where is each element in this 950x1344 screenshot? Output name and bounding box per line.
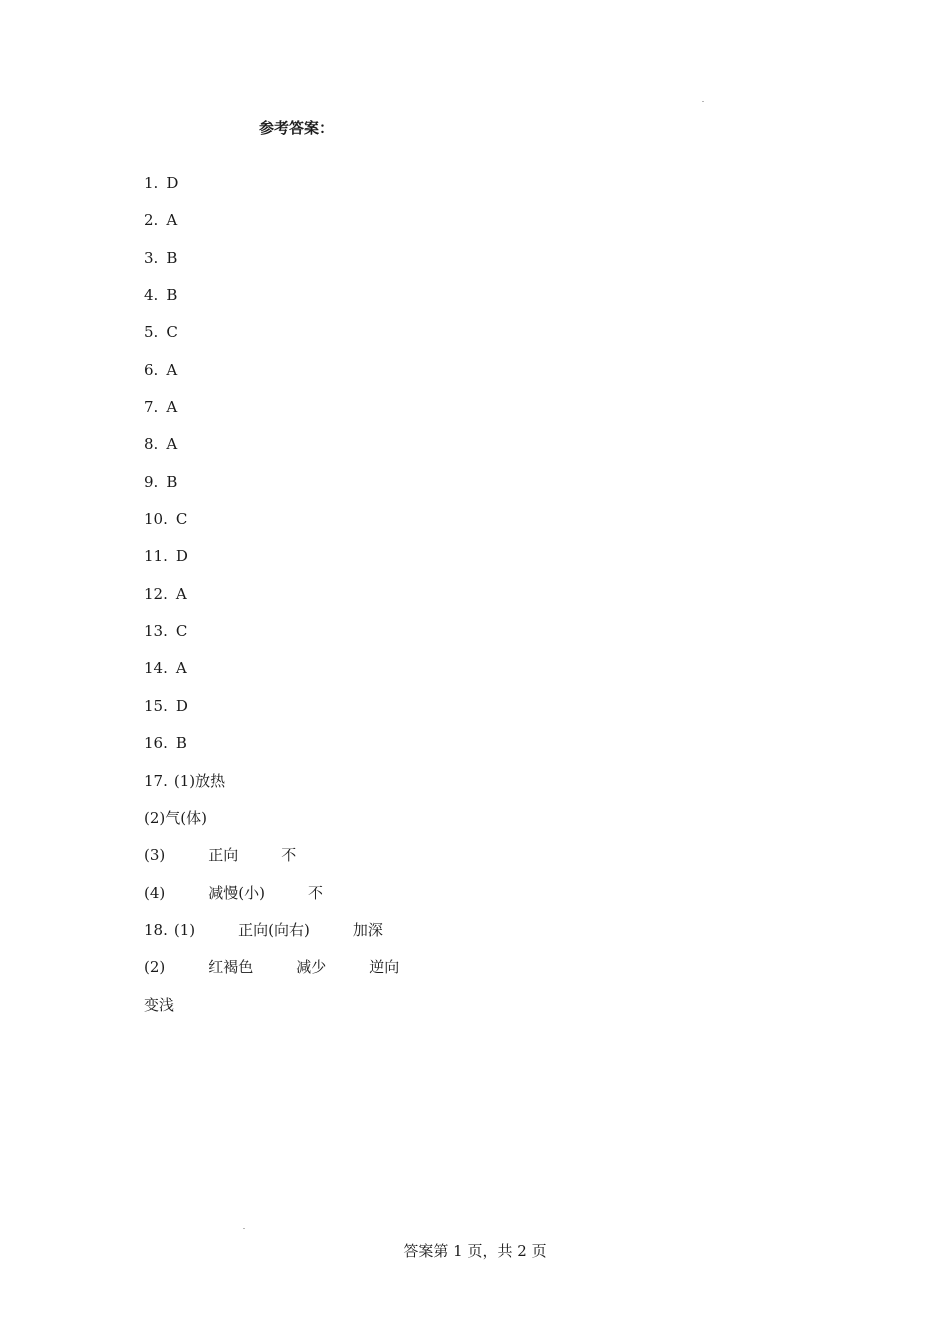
question-number: 12 (144, 584, 164, 603)
number-separator: . (163, 547, 168, 566)
answer-text: 正向(向右) (238, 920, 310, 939)
answer-item-17-part2 (144, 807, 399, 844)
answer-item (144, 396, 399, 433)
answer-item (144, 620, 399, 657)
answer-item (144, 583, 399, 620)
answer-choice: C (175, 510, 188, 529)
answer-choice: A (166, 360, 178, 379)
number-separator: . (153, 323, 159, 342)
answer-choice: A (166, 211, 178, 230)
question-number: 8 (144, 435, 154, 454)
answer-choice: C (175, 622, 188, 641)
answer-item (144, 732, 399, 769)
part-label: (3) (144, 846, 166, 865)
answer-choice: A (166, 435, 178, 454)
answer-text: 正向 (208, 846, 239, 865)
answer-choice: A (175, 584, 187, 603)
number-separator: . (163, 771, 168, 790)
answer-choice: D (175, 696, 188, 715)
answer-item-17 (144, 770, 399, 807)
answer-choice: B (166, 472, 178, 491)
scan-speck (243, 1228, 245, 1229)
answer-item-17-part4 (144, 882, 399, 919)
page-footer: 答案第 1 页，共 2 页 (403, 1242, 547, 1260)
number-separator: . (163, 584, 168, 603)
scan-speck (702, 101, 704, 102)
answer-text: 减少 (296, 958, 327, 977)
number-separator: . (153, 248, 159, 267)
answer-choice: D (166, 174, 179, 192)
question-number: 13 (144, 622, 164, 641)
answer-item (144, 545, 399, 582)
answer-text: 减慢(小) (208, 883, 265, 902)
answer-text: 变浅 (144, 995, 175, 1014)
answer-choice: B (175, 734, 187, 753)
question-number: 14 (144, 659, 164, 678)
part-label: (4) (144, 883, 166, 902)
answer-choice: A (166, 398, 178, 417)
answer-item (144, 359, 399, 396)
question-number: 11 (144, 547, 164, 566)
question-number: 17 (144, 771, 164, 790)
number-separator: . (163, 920, 168, 939)
answer-part: (1)放热 (173, 771, 226, 790)
answer-choice: D (175, 547, 188, 566)
answer-item-17-part3 (144, 844, 399, 881)
answer-item-18 (144, 919, 399, 956)
answer-item (144, 508, 399, 545)
answer-item (144, 321, 399, 358)
question-number: 4 (144, 286, 154, 305)
number-separator: . (153, 398, 159, 417)
question-number: 9 (144, 472, 154, 491)
question-number: 5 (144, 323, 154, 342)
question-number: 16 (144, 734, 164, 753)
answer-item (144, 209, 399, 246)
part-label: (2) (144, 958, 166, 977)
number-separator: . (153, 211, 159, 230)
answer-item (144, 695, 399, 732)
answer-item (144, 471, 399, 508)
question-number: 3 (144, 248, 154, 267)
part-label: (1) (173, 920, 196, 939)
question-number: 2 (144, 211, 154, 230)
answer-text: 加深 (352, 920, 383, 939)
number-separator: . (163, 622, 168, 641)
number-separator: . (153, 286, 159, 305)
answer-item (144, 433, 399, 470)
question-number: 6 (144, 360, 154, 379)
answer-text: 不 (281, 846, 297, 865)
answer-item (144, 284, 399, 321)
page-title: 参考答案： (259, 119, 335, 137)
answer-item (144, 657, 399, 694)
number-separator: . (163, 734, 168, 753)
number-separator: . (153, 174, 159, 192)
question-number: 10 (144, 510, 164, 529)
answer-text: 不 (307, 883, 323, 902)
number-separator: . (163, 510, 168, 529)
answer-list (144, 172, 399, 1031)
answer-choice: B (166, 248, 178, 267)
number-separator: . (153, 360, 159, 379)
answer-item (144, 247, 399, 284)
answer-choice: C (166, 323, 178, 342)
answer-item-18-part2-cont (144, 994, 399, 1031)
number-separator: . (163, 659, 168, 678)
number-separator: . (163, 696, 168, 715)
answer-choice: B (166, 286, 178, 305)
question-number: 15 (144, 696, 164, 715)
answer-choice: A (175, 659, 187, 678)
answer-text: 逆向 (369, 958, 400, 977)
answer-text: 红褐色 (208, 958, 254, 977)
question-number: 18 (144, 920, 164, 939)
answer-item (144, 172, 399, 209)
answer-part: (2)气(体) (144, 808, 207, 827)
question-number: 1 (144, 174, 154, 192)
answer-item-18-part2 (144, 956, 399, 993)
number-separator: . (153, 472, 159, 491)
number-separator: . (153, 435, 159, 454)
question-number: 7 (144, 398, 154, 417)
